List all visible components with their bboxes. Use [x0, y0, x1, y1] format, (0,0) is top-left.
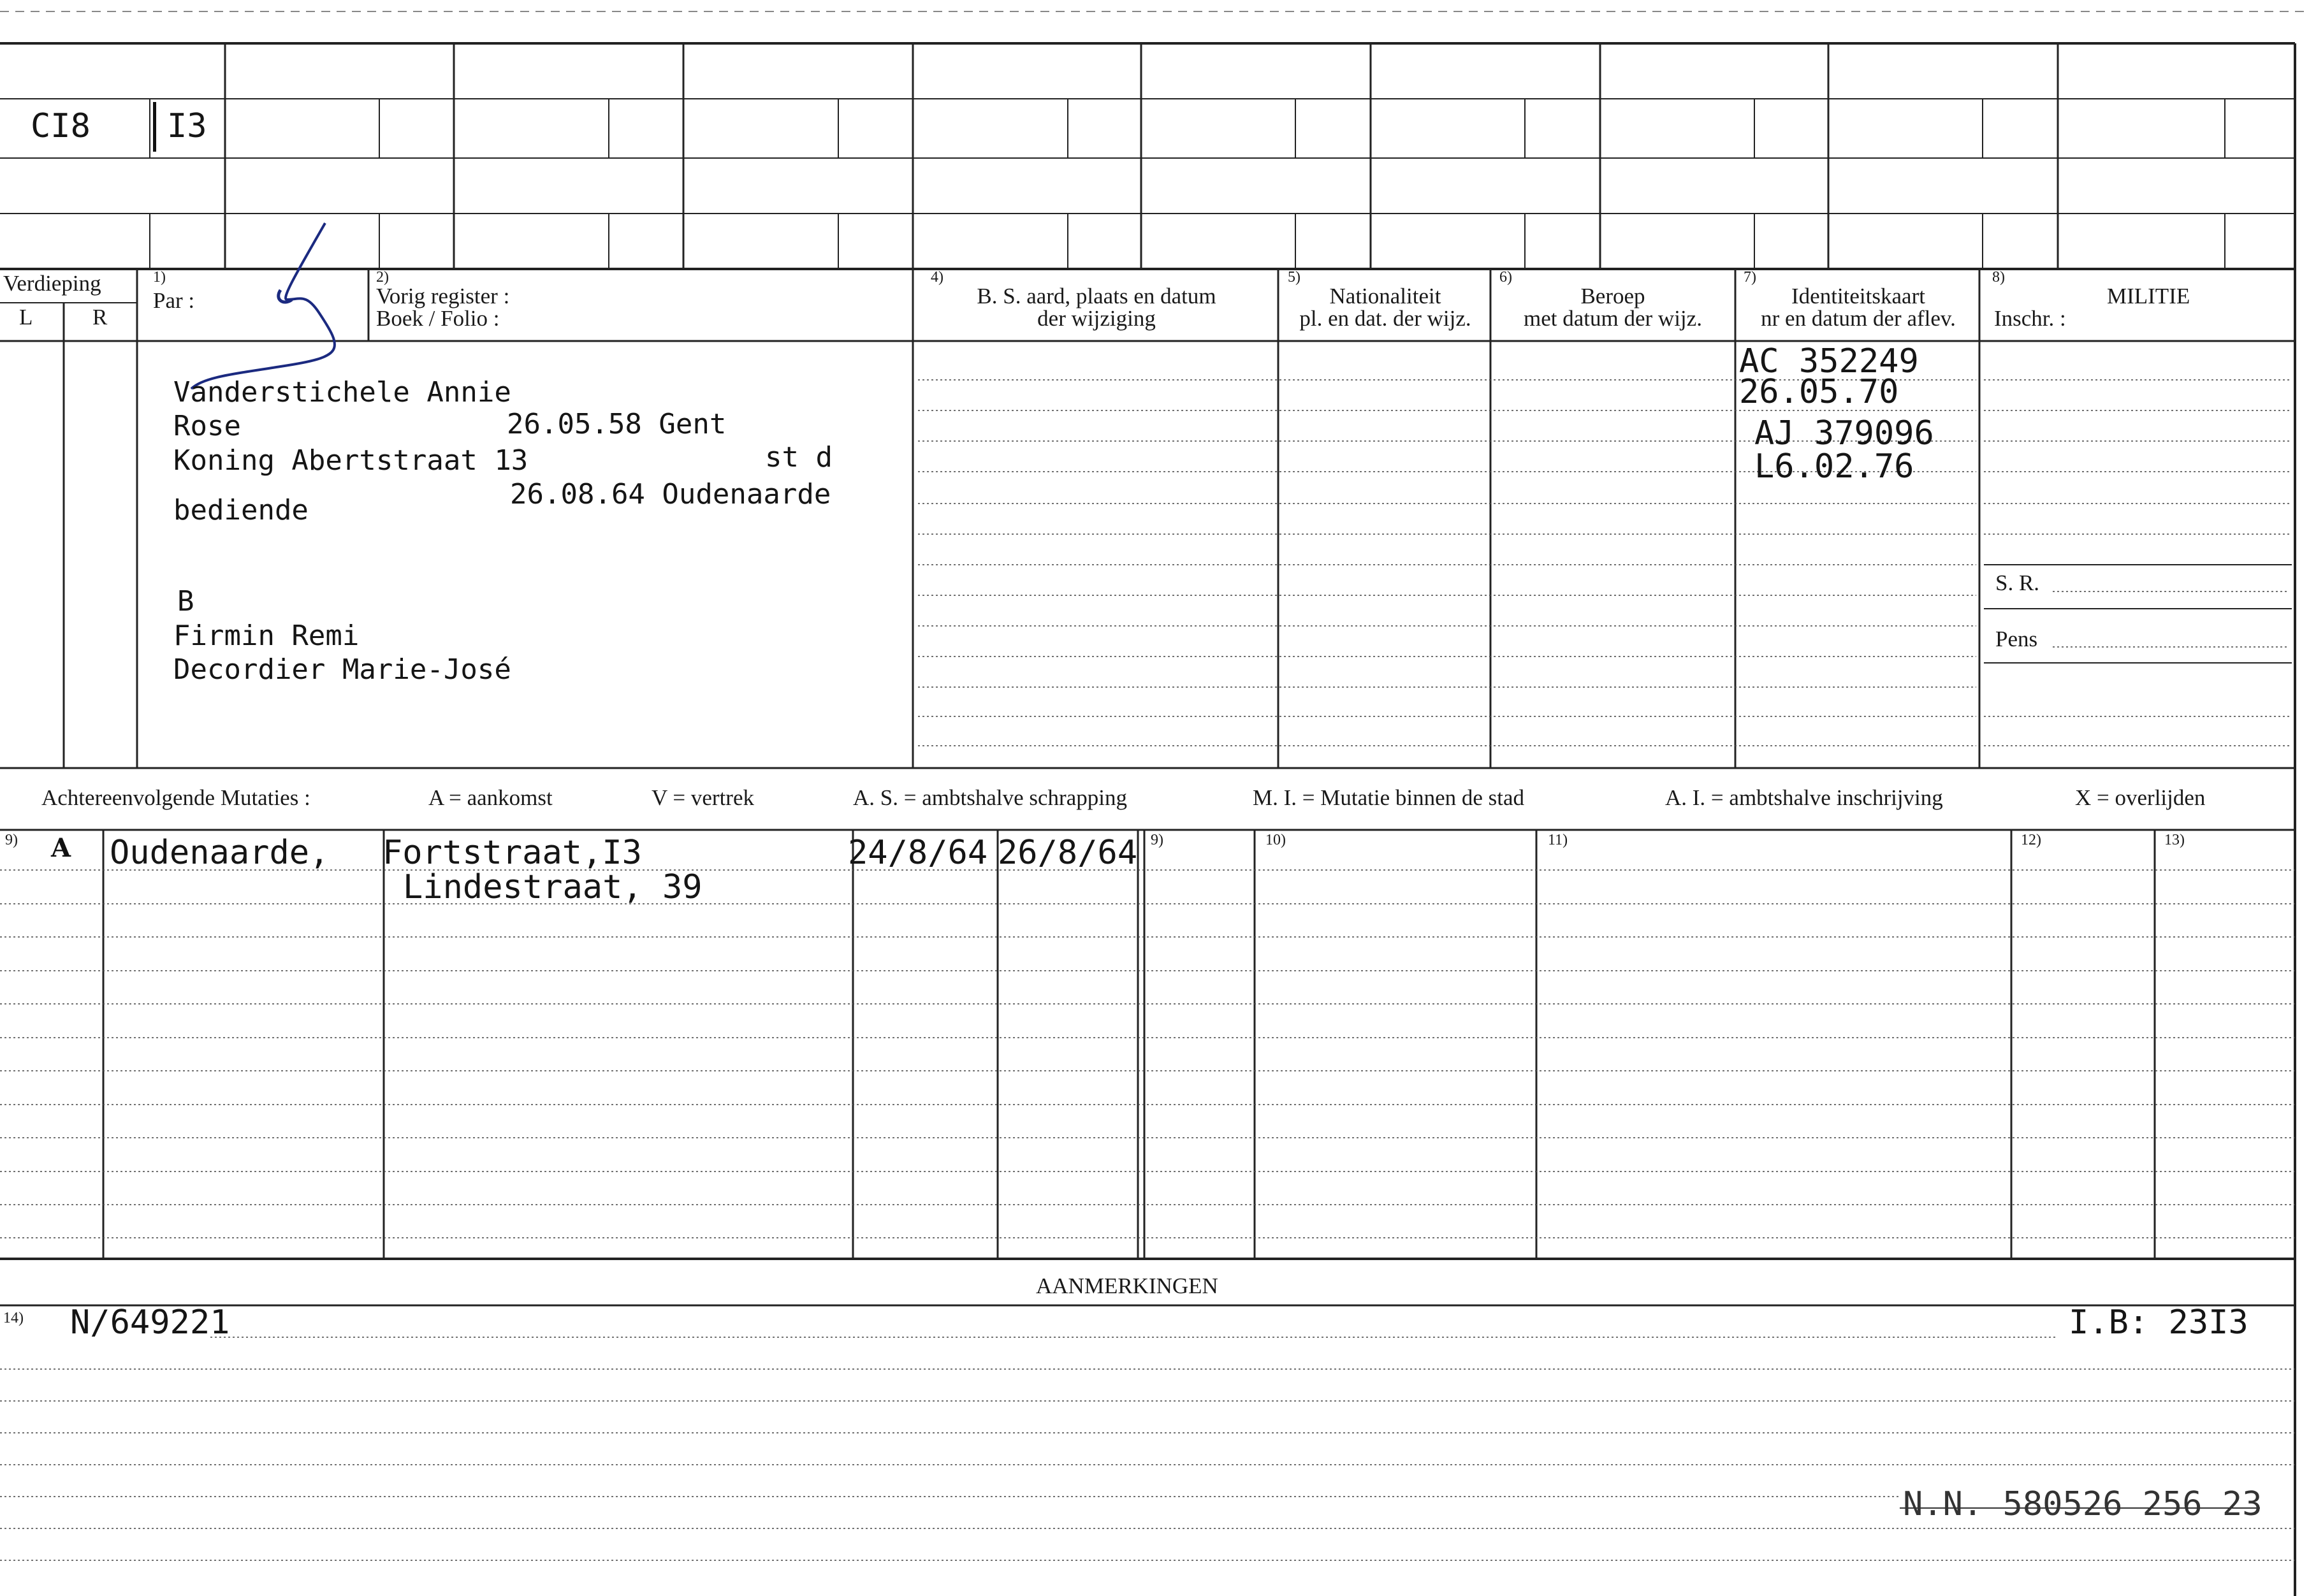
header-code-1: CI8	[31, 107, 91, 145]
mut-num-9: 9)	[5, 832, 18, 848]
remarks-ib: I.B: 23I3	[2069, 1303, 2248, 1342]
id-card-date-2: L6.02.76	[1754, 447, 1914, 486]
mut-num-11: 11)	[1548, 832, 1568, 848]
remarks-ref: N/649221	[70, 1303, 230, 1342]
remarks-num: 14)	[3, 1310, 24, 1326]
legend-ai: A. I. = ambtshalve inschrijving	[1665, 785, 1943, 810]
header-code-2: I3	[167, 107, 207, 145]
pen-stroke	[191, 223, 335, 389]
mut-num-13: 13)	[2164, 832, 2185, 848]
col2-line2: Boek / Folio :	[376, 306, 500, 331]
col5-line1: Nationaliteit	[1329, 284, 1441, 308]
mutation-date-1: 24/8/64	[848, 834, 988, 872]
col6-num: 6)	[1499, 269, 1512, 286]
col8-militie: MILITIE	[2107, 284, 2190, 308]
col4-line1: B. S. aard, plaats en datum	[977, 284, 1216, 308]
col5-num: 5)	[1288, 269, 1300, 286]
person-address: Koning Abertstraat 13	[173, 444, 528, 477]
mutation-street-2: Lindestraat, 39	[403, 868, 703, 906]
id-card-date-1: 26.05.70	[1739, 373, 1899, 411]
person-b: B	[177, 585, 194, 618]
col7-num: 7)	[1744, 269, 1756, 286]
col8-inschr: Inschr. :	[1994, 306, 2066, 331]
col7-line1: Identiteitskaart	[1791, 284, 1925, 308]
remarks-nn: N.N. 580526 256 23	[1903, 1485, 2262, 1523]
person-arrival: 26.08.64 Oudenaarde	[510, 478, 831, 511]
mut-num-10: 10)	[1265, 832, 1286, 848]
col6-line2: met datum der wijz.	[1524, 306, 1702, 331]
person-firstname2: Rose	[173, 410, 241, 442]
col7-line2: nr en datum der aflev.	[1761, 306, 1956, 331]
legend-a: A = aankomst	[428, 785, 553, 810]
col8-sr: S. R.	[1995, 570, 2040, 595]
remarks-title: AANMERKINGEN	[1036, 1273, 1218, 1298]
col2-num: 2)	[376, 269, 389, 286]
mutation-place: Oudenaarde,	[110, 834, 330, 872]
person-birth: 26.05.58 Gent	[507, 408, 727, 440]
mut-num-9b: 9)	[1151, 832, 1163, 848]
id-card-number-1: AC 352249	[1739, 342, 1919, 381]
col1-num: 1)	[153, 269, 166, 286]
person-name: Vanderstichele Annie	[173, 376, 511, 409]
legend-as: A. S. = ambtshalve schrapping	[853, 785, 1127, 810]
legend-v: V = vertrek	[652, 785, 754, 810]
header-code-divider	[153, 102, 156, 152]
col1-label: Par :	[153, 288, 195, 313]
col5-line2: pl. en dat. der wijz.	[1299, 306, 1471, 331]
mutation-street-1: Fortstraat,I3	[382, 834, 642, 872]
mut-num-12: 12)	[2021, 832, 2041, 848]
verdieping-label: Verdieping	[3, 271, 101, 296]
col6-line1: Beroep	[1580, 284, 1645, 308]
legend-x: X = overlijden	[2075, 785, 2206, 810]
person-father: Firmin Remi	[173, 620, 360, 652]
floor-right-label: R	[92, 305, 108, 330]
col8-num: 8)	[1992, 269, 2005, 286]
person-status: st d	[765, 441, 833, 474]
person-profession: bediende	[173, 494, 309, 526]
col2-line1: Vorig register :	[376, 284, 510, 308]
col8-pens: Pens	[1995, 627, 2038, 651]
floor-left-label: L	[19, 305, 33, 330]
legend-title: Achtereenvolgende Mutaties :	[41, 785, 310, 810]
legend-mi: M. I. = Mutatie binnen de stad	[1253, 785, 1525, 810]
id-card-number-2: AJ 379096	[1754, 414, 1934, 453]
mutation-type: A	[51, 833, 71, 863]
col4-num: 4)	[931, 269, 943, 286]
col4-line2: der wijziging	[1037, 306, 1156, 331]
person-mother: Decordier Marie-José	[173, 653, 511, 686]
mutation-date-2: 26/8/64	[998, 834, 1138, 872]
